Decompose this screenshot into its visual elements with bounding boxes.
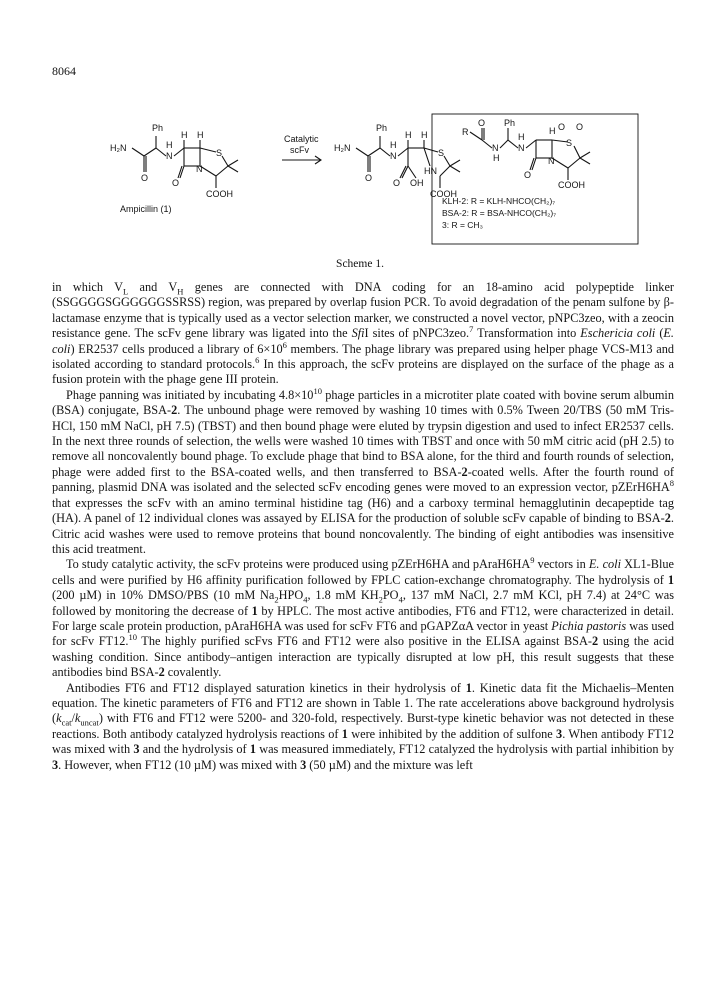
n-label: N xyxy=(548,156,555,166)
s-label: S xyxy=(566,138,573,148)
oh-label: OH xyxy=(410,178,424,188)
methyl-definition: 3: R = CH₃ xyxy=(442,220,484,230)
hn-label: HN xyxy=(424,166,437,176)
o-label: O xyxy=(393,178,401,188)
ph-label: Ph xyxy=(504,118,516,128)
cooh-label: COOH xyxy=(558,180,585,190)
cooh-label: COOH xyxy=(430,189,457,199)
r-label: R xyxy=(462,127,469,137)
h-label: H xyxy=(421,130,428,140)
o-label: O xyxy=(141,173,149,183)
h-label: H xyxy=(405,130,412,140)
ph-label: Ph xyxy=(152,123,164,133)
o-label: O xyxy=(365,173,373,183)
o-label: O xyxy=(576,122,584,132)
o-label: O xyxy=(478,118,486,128)
n-label: N xyxy=(166,151,173,161)
reaction-scheme-diagram xyxy=(90,100,650,250)
h-label: H xyxy=(166,140,173,150)
o-label: O xyxy=(558,122,566,132)
page-number: 8064 xyxy=(52,64,76,78)
catalytic-label: Catalytic xyxy=(284,134,319,144)
o-label: O xyxy=(524,170,532,180)
ph-label: Ph xyxy=(376,123,388,133)
body-paragraph: To study catalytic activity, the scFv proteins were produced using pZErH6HA and $pAraH6HA^9$ vectors in E. coli XL1-Blue cells and were purified by H6 affinity purification followed by FPLC cation-exchange chromatography. The hydrolysis of 1 (200 µM) in 10% DMSO/PBS (10 mM $Na_2HPO_4$, 1.8 mM $KH_2PO_4$, 137 mM NaCl, 2.7 mM KCl, pH 7.4) at 24°C was followed by monitoring the decrease of 1 by HPLC. The most active antibodies, FT6 and FT12, were characterized in detail. For large scale protein production, pAraH6HA was used for scFv FT6 and pGAPZαA vector in yeast Pichia pastoris was used for scFv FT12.10 The highly purified scFvs FT6 and FT12 were also positive in the ELISA against BSA-2 using the acid washing condition. Since antibody–antigen interaction are typically disrupted at low pH, this result suggests that these antibodies bind BSA-2 covalently. xyxy=(52,555,674,680)
scheme-caption: Scheme 1. xyxy=(336,258,384,270)
h-label: H xyxy=(493,153,500,163)
n-label: N xyxy=(518,143,525,153)
h-label: H xyxy=(518,132,525,142)
cooh-label: COOH xyxy=(206,189,233,199)
klh-definition: KLH-2: R = KLH-NHCO(CH₂)₇ xyxy=(442,196,556,206)
body-paragraph: Phage panning was initiated by incubating $4.8\times 10^{10}$ phage particles in a microtiter plate coated with bovine serum albumin (BSA) conjugate, BSA-2. The unbound phage were removed by washing 10 times with 0.5% Tween 20/TBS (50 mM Tris-HCl, 150 mM NaCl, pH 7.5) (TBST) and then bound phage were eluted by trypsin digestion and used to infect ER2537 cells. In the next three rounds of selection, the wells were washed 10 times with TBST and once with 50 mM citric acid (pH 2.5) to remove all noncovalently bound phage. To exclude phage that bind to BSA alone, for the third and fourth rounds of selection, phage were added first to the BSA-coated wells, and then transferred to BSA-2-coated wells. After the fourth round of panning, plasmid DNA was isolated and the selected scFv encoding genes were moved to an expression vector, $pZErH6HA^8$ that expresses the scFv with an amino terminal histidine tag (H6) and a carboxy terminal hemagglutinin decapeptide tag (HA). A panel of 12 individual clones was assayed by ELISA for the production of soluble scFv capable of binding to BSA-2. Citric acid washes were used to remove proteins that bound noncovalently. The binding of eight antibodies was insensitive this acid treatment. xyxy=(52,385,675,556)
bsa-definition: BSA-2: R = BSA-NHCO(CH₂)₇ xyxy=(442,208,557,218)
h-label: H xyxy=(181,130,188,140)
scfv-label: scFv xyxy=(290,145,309,155)
s-label: S xyxy=(216,148,223,158)
n-label: N xyxy=(390,151,397,161)
s-label: S xyxy=(438,148,445,158)
h-label: H xyxy=(197,130,204,140)
article-body xyxy=(52,280,674,773)
h-label: H xyxy=(390,140,397,150)
body-paragraph: in which $V_L$ and $V_H$ genes are connected with DNA coding for an 18-amino acid polypeptide linker (SSGGGGSGGGGGGSSRSS) region, was prepared by overlap fusion PCR. To avoid degradation of the penam sulfone by β-lactamase enzyme that is typically used as a vector selection marker, we constructed a novel vector, pNPC3zeo, with a zeocin resistance gene. The scFv gene library was ligated into the SfiI sites of pNPC3zeo.$^7$ Transformation into Eschericia coli (E. coli) ER2537 cells produced a library of $6\times 10^6$ members. The phage library was prepared using helper phage VCS-M13 and isolated according to standard protocols.$^6$ In this approach, the scFv proteins are displayed on the surface of the phage as a fusion protein with the phage gene III protein. xyxy=(52,280,675,387)
ampicillin-label: Ampicillin (1) xyxy=(120,204,172,214)
h2n-label: H₂N xyxy=(110,143,127,153)
h2n-label: H₂N xyxy=(334,143,351,153)
n-label: N xyxy=(492,143,499,153)
n-label: N xyxy=(196,164,203,174)
h-label: H xyxy=(549,126,556,136)
body-paragraph: Antibodies FT6 and FT12 displayed saturation kinetics in their hydrolysis of 1. Kinetic data fit the Michaelis–Menten equation. The kinetic parameters of FT6 and FT12 are shown in Table 1. The rate accelerations above background hydrolysis $(k_{cat}/k_{uncat})$ with FT6 and FT12 were 5200- and 320-fold, respectively. Burst-type kinetic behavior was not detected in these reactions. Both antibody catalyzed hydrolysis reactions of 1 were inhibited by the addition of sulfone 3. When antibody FT12 was mixed with 3 and the hydrolysis of 1 was measured immediately, FT12 catalyzed the hydrolysis with partial inhibition by 3. However, when FT12 (10 µM) was mixed with 3 (50 µM) and the mixture was left xyxy=(52,680,674,772)
scheme-1-figure xyxy=(90,100,650,250)
o-label: O xyxy=(172,178,180,188)
